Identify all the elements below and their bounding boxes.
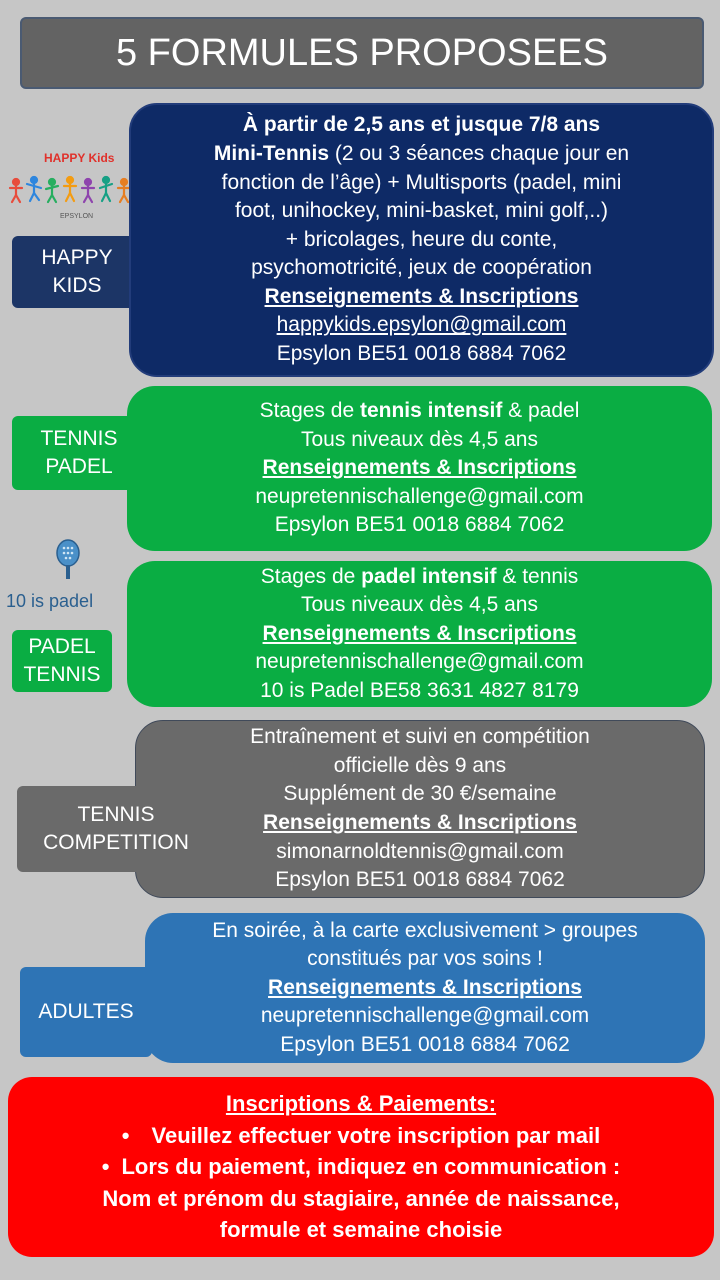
- card-adultes: [145, 913, 705, 1063]
- card-tennis-padel: [127, 386, 712, 551]
- description-line: Supplément de 30 €/semaine: [283, 782, 557, 806]
- bullet-item: [8, 1151, 714, 1183]
- card-happy-kids: [129, 103, 714, 377]
- svg-text:HAPPY Kids: HAPPY Kids: [44, 151, 115, 165]
- description-line: [131, 140, 712, 169]
- bullet-icon: •: [101, 1154, 110, 1180]
- age-range: À partir de 2,5 ans et jusque 7/8 ans: [242, 113, 601, 137]
- description-line: En soirée, à la carte exclusivement > groupes: [212, 918, 638, 942]
- description-line: + bricolages, heure du conte,: [285, 227, 558, 251]
- description-line: [127, 563, 712, 592]
- description-line: officielle dès 9 ans: [333, 753, 507, 777]
- label-line: COMPETITION: [43, 831, 189, 854]
- label-line: KIDS: [52, 274, 102, 297]
- info-title: Renseignements & Inscriptions: [262, 621, 577, 645]
- bullet-text: Lors du paiement, indiquez en communication :: [121, 1154, 621, 1180]
- info-title: Renseignements & Inscriptions: [264, 284, 579, 308]
- description-line: Tous niveaux dès 4,5 ans: [301, 427, 538, 451]
- label-line: TENNIS: [40, 427, 118, 450]
- highlight: padel intensif: [361, 564, 497, 588]
- bullet-text: Veuillez effectuer votre inscription par mail: [151, 1122, 601, 1148]
- text: Stages de: [260, 564, 362, 588]
- text: & padel: [502, 399, 580, 423]
- description-line: constitués par vos soins !: [307, 947, 543, 971]
- label-line: TENNIS: [77, 803, 155, 826]
- bank-account: Epsylon BE51 0018 6884 7062: [274, 513, 565, 537]
- description-line: formule et semaine choisie: [219, 1217, 503, 1243]
- email-link[interactable]: neupretennischallenge@gmail.com: [260, 1004, 590, 1028]
- email-link[interactable]: neupretennischallenge@gmail.com: [255, 650, 584, 674]
- bullet-icon: •: [121, 1122, 130, 1148]
- label-line: PADEL: [45, 455, 113, 478]
- card-tennis-competition: [135, 720, 705, 898]
- email-link[interactable]: happykids.epsylon@gmail.com: [276, 313, 567, 337]
- label-happy-kids: [12, 236, 142, 308]
- description-text: (2 ou 3 séances chaque jour en: [329, 141, 630, 165]
- label-padel-tennis: [12, 630, 112, 692]
- label-line: PADEL: [28, 635, 96, 658]
- bank-account: Epsylon BE51 0018 6884 7062: [276, 342, 567, 366]
- description-line: Entraînement et suivi en compétition: [250, 725, 590, 749]
- mini-tennis-label: Mini-Tennis: [213, 141, 330, 165]
- bank-account: Epsylon BE51 0018 6884 7062: [275, 868, 565, 892]
- email-link[interactable]: neupretennischallenge@gmail.com: [255, 484, 584, 508]
- info-title: Renseignements & Inscriptions: [263, 811, 577, 834]
- info-title: Renseignements & Inscriptions: [268, 975, 582, 999]
- bank-account: Epsylon BE51 0018 6884 7062: [280, 1032, 570, 1056]
- description-line: fonction de l’âge) + Multisports (padel, mini: [221, 170, 622, 194]
- card-padel-tennis: [127, 561, 712, 707]
- page-title: 5 FORMULES PROPOSEES: [20, 17, 704, 89]
- svg-text:10 is padel: 10 is padel: [6, 591, 94, 611]
- label-tennis-competition: [17, 786, 215, 872]
- inscriptions-title: Inscriptions & Paiements:: [225, 1091, 497, 1117]
- label-line: HAPPY: [41, 246, 113, 269]
- description-line: [127, 397, 712, 426]
- label-line: TENNIS: [23, 663, 101, 686]
- label-tennis-padel: [12, 416, 146, 490]
- info-title: Renseignements & Inscriptions: [262, 456, 577, 480]
- highlight: tennis intensif: [359, 399, 503, 423]
- 10-is-padel-logo: [4, 537, 126, 615]
- label-line: ADULTES: [38, 1000, 134, 1023]
- bank-account: 10 is Padel BE58 3631 4827 8179: [260, 678, 579, 702]
- description-line: foot, unihockey, mini-basket, mini golf,..): [234, 199, 609, 223]
- description-line: Tous niveaux dès 4,5 ans: [301, 593, 538, 617]
- description-line: Nom et prénom du stagiaire, année de naissance,: [102, 1185, 620, 1211]
- bullet-item: [8, 1120, 714, 1152]
- email-link[interactable]: simonarnoldtennis@gmail.com: [276, 839, 564, 863]
- label-adultes: [20, 967, 152, 1057]
- description-line: psychomotricité, jeux de coopération: [251, 256, 592, 280]
- card-inscriptions-paiements: [8, 1077, 714, 1257]
- text: Stages de: [259, 399, 360, 423]
- text: & tennis: [496, 564, 579, 588]
- svg-text:EPSYLON: EPSYLON: [60, 213, 94, 220]
